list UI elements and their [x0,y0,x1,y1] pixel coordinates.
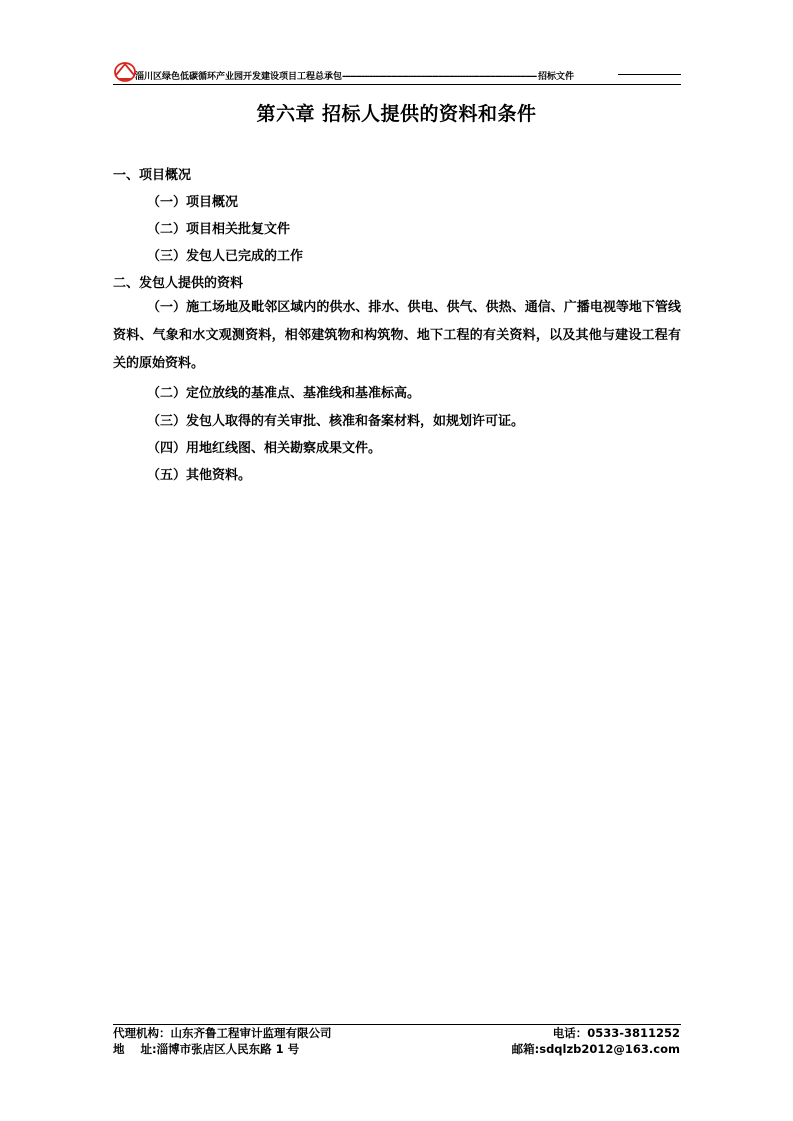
section-heading-1: 一、项目概况 [113,168,192,183]
header-project-title: 淄川区绿色低碳循环产业园开发建设项目工程总承包 [135,72,343,82]
footer-phone [553,1025,680,1041]
footer-email-label: 邮箱: [511,1042,540,1056]
company-logo-icon [113,60,137,84]
header-divider [113,84,681,85]
list-item: （五）其他资料。 [147,468,252,483]
footer-address-label: 地 址: [113,1042,157,1056]
page-header [113,60,681,86]
footer-email-value: sdqlzb2012@163.com [539,1042,680,1056]
list-item: （二）定位放线的基准点、基准线和基准标高。 [147,386,421,401]
footer-phone-value: 0533-3811252 [587,1026,680,1040]
paragraph: （一）施工场地及毗邻区域内的供水、排水、供电、供气、供热、通信、广播电视等地下管线资料、气象和水文观测资料，相邻建筑物和构筑物、地下工程的有关资料，以及其他与建设工程有关的原始资料。 [113,300,681,371]
header-rule-right [618,74,681,75]
header-doc-type: 招标文件 [538,72,575,82]
list-item: （一）项目概况 [147,195,239,210]
list-item: （四）用地红线图、相关勘察成果文件。 [147,441,382,456]
header-dashes: ----------------------------------------------------------------------- [342,72,537,82]
chapter-title: 第六章 招标人提供的资料和条件 [256,103,537,125]
header-text [135,69,574,82]
footer-address-value: 淄博市张店区人民东路 1 号 [156,1042,300,1056]
footer-email [512,1041,680,1057]
list-item: （三）发包人取得的有关审批、核准和备案材料，如规划许可证。 [147,414,525,429]
footer-agency-label: 代理机构： [113,1026,171,1040]
list-item: （三）发包人已完成的工作 [147,249,304,264]
list-item: （二）项目相关批复文件 [147,222,291,237]
footer-phone-label: 电话： [552,1026,588,1040]
footer-address [113,1041,299,1057]
section-heading-2: 二、发包人提供的资料 [113,276,244,291]
footer-agency-value: 山东齐鲁工程审计监理有限公司 [170,1026,332,1040]
footer-agency [113,1025,332,1041]
